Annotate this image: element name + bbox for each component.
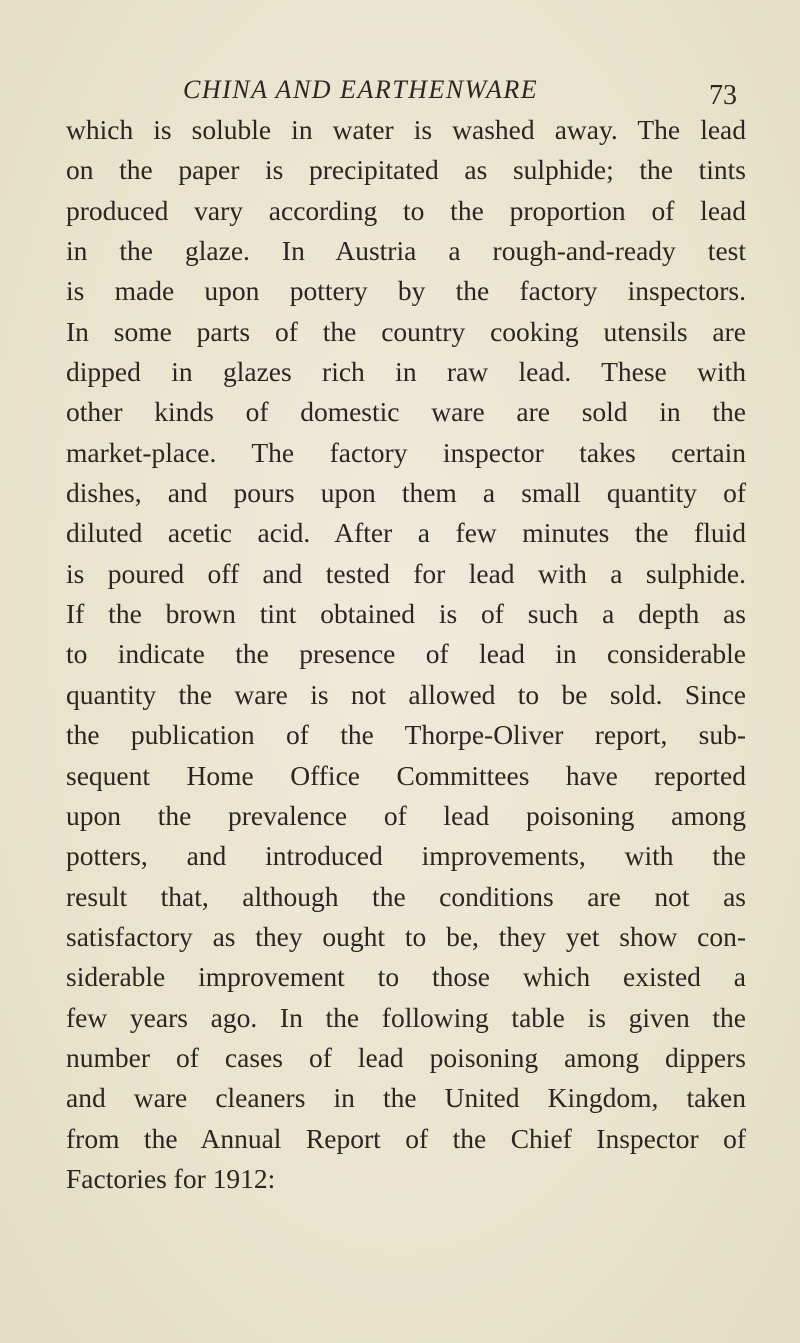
text-line: diluted acetic acid. After a few minutes the fluid — [66, 517, 746, 549]
text-line: which is soluble in water is washed away. The lead — [66, 114, 746, 145]
text-line: is made upon pottery by the factory inspectors. — [66, 275, 746, 307]
text-line: the publication of the Thorpe-Oliver report, sub- — [66, 719, 746, 751]
text-line: in the glaze. In Austria a rough-and-ready test — [66, 235, 746, 267]
text-line: In some parts of the country cooking utensils are — [66, 315, 746, 347]
text-line-last: Factories for 1912: — [66, 1162, 276, 1194]
text-line: and ware cleaners in the United Kingdom, taken — [66, 1082, 746, 1114]
text-line: from the Annual Report of the Chief Inspector of — [66, 1122, 746, 1154]
text-line: other kinds of domestic ware are sold in the — [66, 396, 746, 428]
text-line: potters, and introduced improvements, with the — [66, 840, 746, 872]
text-line: siderable improvement to those which existed a — [66, 961, 746, 993]
text-line: produced vary according to the proportion of lead — [66, 194, 746, 226]
text-line: few years ago. In the following table is given the — [66, 1001, 746, 1033]
text-line: market-place. The factory inspector takes certain — [66, 436, 746, 468]
text-line: satisfactory as they ought to be, they yet show con- — [66, 920, 746, 952]
text-line: dishes, and pours upon them a small quantity of — [66, 477, 746, 509]
text-line: to indicate the presence of lead in considerable — [66, 638, 746, 670]
text-line: sequent Home Office Committees have reported — [66, 759, 746, 791]
text-line: result that, although the conditions are not as — [66, 880, 746, 912]
running-title: CHINA AND EARTHENWARE — [183, 75, 539, 104]
page-number: 73 — [709, 80, 737, 111]
text-line: quantity the ware is not allowed to be sold. Since — [66, 678, 746, 710]
text-line: If the brown tint obtained is of such a depth as — [66, 598, 746, 630]
text-line: upon the prevalence of lead poisoning among — [66, 799, 746, 831]
text-line: is poured off and tested for lead with a sulphide. — [66, 557, 746, 589]
running-head — [0, 72, 800, 111]
text-line: number of cases of lead poisoning among dippers — [66, 1041, 746, 1073]
body-paragraph — [66, 110, 746, 1199]
text-line: dipped in glazes rich in raw lead. These with — [66, 356, 746, 388]
text-line: on the paper is precipitated as sulphide; the tints — [66, 154, 746, 186]
